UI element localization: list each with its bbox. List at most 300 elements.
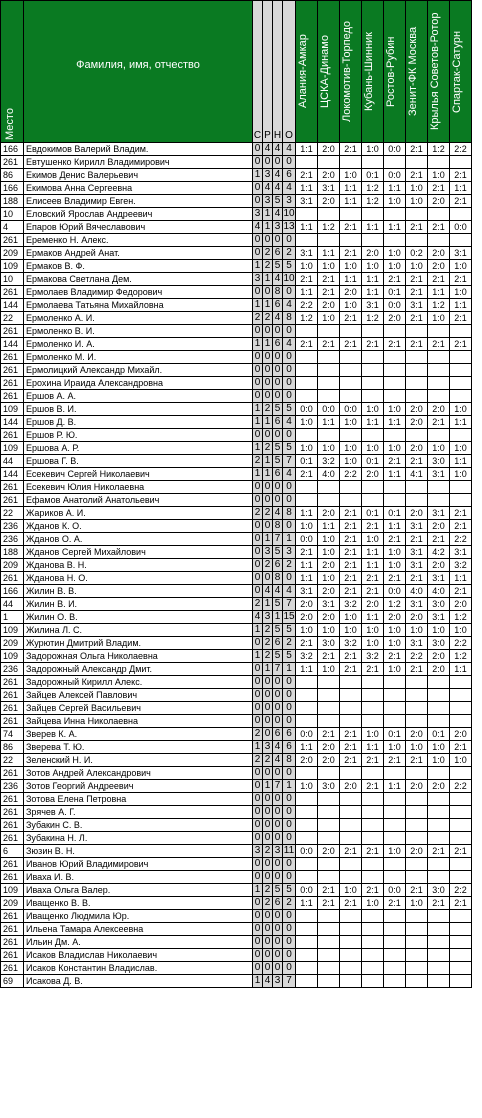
table-row — [1, 273, 472, 286]
place-cell: 261 — [1, 702, 24, 715]
table-row — [1, 611, 472, 624]
result-cell — [450, 962, 472, 975]
result-cell: 3:0 — [428, 884, 450, 897]
table-row — [1, 559, 472, 572]
name-cell: Ершов Д. В. — [24, 416, 253, 429]
r-cell: 4 — [263, 182, 273, 195]
result-cell: 2:2 — [450, 637, 472, 650]
n-cell: 8 — [273, 520, 283, 533]
result-cell: 1:1 — [362, 221, 384, 234]
result-cell: 1:0 — [406, 182, 428, 195]
s-cell: 2 — [253, 312, 263, 325]
result-cell: 1:1 — [362, 546, 384, 559]
s-cell: 2 — [253, 754, 263, 767]
result-cell: 3:1 — [318, 598, 340, 611]
table-row — [1, 624, 472, 637]
result-cell: 0:0 — [384, 299, 406, 312]
result-cell: 1:1 — [296, 286, 318, 299]
r-cell: 2 — [263, 897, 273, 910]
name-cell: Зотова Елена Петровна — [24, 793, 253, 806]
name-cell: Жариков А. И. — [24, 507, 253, 520]
place-cell: 209 — [1, 897, 24, 910]
n-cell: 5 — [273, 598, 283, 611]
result-cell: 2:2 — [450, 884, 472, 897]
result-cell — [362, 806, 384, 819]
name-cell: Иващенко Людмила Юр. — [24, 910, 253, 923]
result-cell — [296, 689, 318, 702]
result-cell — [362, 858, 384, 871]
result-cell — [340, 494, 362, 507]
n-cell: 7 — [273, 663, 283, 676]
place-cell: 261 — [1, 949, 24, 962]
name-cell: Еловский Ярослав Андреевич — [24, 208, 253, 221]
o-cell: 8 — [283, 507, 296, 520]
table-row — [1, 793, 472, 806]
o-cell: 1 — [283, 533, 296, 546]
o-cell: 11 — [283, 845, 295, 856]
result-cell: 1:0 — [384, 442, 406, 455]
n-cell: 0 — [273, 364, 283, 377]
table-row — [1, 923, 472, 936]
result-cell — [318, 819, 340, 832]
s-cell: 1 — [253, 650, 263, 663]
result-cell: 1:1 — [362, 559, 384, 572]
o-cell: 3 — [283, 195, 296, 208]
n-cell: 6 — [273, 637, 283, 650]
table-row — [1, 208, 472, 221]
result-cell: 3:1 — [406, 598, 428, 611]
result-cell — [450, 234, 472, 247]
result-cell: 3:1 — [362, 299, 384, 312]
o-cell: 4 — [283, 416, 296, 429]
o-cell: 0 — [283, 832, 296, 845]
result-cell — [340, 715, 362, 728]
name-cell: Зотов Георгий Андреевич — [24, 780, 253, 793]
name-cell: Жданов К. О. — [24, 520, 253, 533]
result-cell — [318, 676, 340, 689]
result-cell: 2:1 — [362, 780, 384, 793]
result-cell — [428, 871, 450, 884]
r-cell: 1 — [263, 221, 273, 234]
n-cell: 3 — [273, 845, 283, 858]
place-cell: 261 — [1, 936, 24, 949]
place-cell: 109 — [1, 260, 24, 273]
place-cell: 74 — [1, 728, 24, 741]
n-cell: 5 — [273, 442, 283, 455]
name-cell: Задорожный Александр Дмит. — [24, 663, 253, 676]
result-cell — [384, 364, 406, 377]
o-cell: 0 — [283, 572, 296, 585]
r-cell: 1 — [263, 455, 273, 468]
result-cell — [296, 702, 318, 715]
result-cell: 1:0 — [340, 884, 362, 897]
table-row — [1, 767, 472, 780]
result-cell — [450, 806, 472, 819]
result-cell: 3:0 — [428, 637, 450, 650]
result-cell: 2:1 — [340, 338, 362, 351]
result-cell: 1:0 — [362, 897, 384, 910]
o-cell: 1 — [283, 663, 296, 676]
result-cell — [406, 793, 428, 806]
result-cell — [428, 923, 450, 936]
s-cell: 2 — [253, 455, 263, 468]
n-cell: 4 — [273, 143, 283, 156]
result-cell: 2:1 — [318, 728, 340, 741]
result-cell: 1:1 — [296, 143, 318, 156]
n-cell: 0 — [273, 351, 283, 364]
table-row — [1, 819, 472, 832]
result-cell: 1:0 — [428, 442, 450, 455]
result-cell: 1:1 — [318, 416, 340, 429]
name-cell: Зрячев А. Г. — [24, 806, 253, 819]
result-cell — [296, 351, 318, 364]
place-cell: 261 — [1, 494, 24, 507]
result-cell — [296, 793, 318, 806]
result-cell — [362, 962, 384, 975]
result-cell — [296, 949, 318, 962]
r-cell: 1 — [263, 299, 273, 312]
r-cell: 2 — [263, 559, 273, 572]
result-cell — [318, 208, 340, 221]
table-row — [1, 286, 472, 299]
o-cell: 0 — [283, 364, 296, 377]
result-cell: 1:0 — [318, 533, 340, 546]
header-match-2: ЦСКА-Динамо — [318, 1, 340, 143]
result-cell — [406, 819, 428, 832]
result-cell: 2:1 — [450, 338, 472, 351]
result-cell: 2:1 — [340, 247, 362, 260]
result-cell — [362, 234, 384, 247]
o-cell: 4 — [283, 585, 296, 598]
place-cell: 6 — [1, 845, 24, 858]
result-cell: 2:0 — [428, 260, 450, 273]
result-cell: 1:0 — [450, 260, 472, 273]
result-cell — [318, 364, 340, 377]
result-cell: 0:0 — [296, 845, 318, 858]
result-cell — [362, 208, 384, 221]
s-cell: 0 — [253, 793, 263, 806]
o-cell: 0 — [283, 676, 296, 689]
r-cell: 4 — [263, 585, 273, 598]
n-cell: 0 — [273, 676, 283, 689]
result-cell: 2:1 — [406, 663, 428, 676]
result-cell: 2:1 — [340, 741, 362, 754]
s-cell: 0 — [253, 377, 263, 390]
result-cell — [406, 767, 428, 780]
result-cell: 1:0 — [318, 572, 340, 585]
s-cell: 0 — [253, 767, 263, 780]
o-cell: 0 — [283, 520, 296, 533]
result-cell: 2:1 — [340, 546, 362, 559]
result-cell — [406, 949, 428, 962]
name-cell: Ермоленко А. И. — [24, 312, 253, 325]
result-cell — [362, 793, 384, 806]
result-cell — [384, 351, 406, 364]
result-cell — [318, 936, 340, 949]
result-cell — [340, 351, 362, 364]
table-row — [1, 234, 472, 247]
result-cell — [384, 208, 406, 221]
name-cell: Исаков Владислав Николаевич — [24, 949, 253, 962]
n-cell: 8 — [273, 286, 283, 299]
result-cell: 2:0 — [428, 650, 450, 663]
place-cell: 109 — [1, 403, 24, 416]
result-cell — [406, 676, 428, 689]
r-cell: 0 — [263, 962, 273, 975]
result-cell — [384, 234, 406, 247]
o-cell: 7 — [283, 975, 296, 988]
table-body — [1, 143, 472, 988]
result-cell: 1:0 — [428, 741, 450, 754]
result-cell: 2:1 — [296, 637, 318, 650]
result-cell: 2:2 — [450, 533, 472, 546]
result-cell: 1:1 — [296, 663, 318, 676]
result-cell: 3:1 — [296, 585, 318, 598]
name-cell: Зеленский Н. И. — [24, 754, 253, 767]
place-cell: 86 — [1, 741, 24, 754]
result-cell: 1:0 — [428, 169, 450, 182]
r-cell: 0 — [263, 156, 273, 169]
result-cell: 2:1 — [384, 533, 406, 546]
o-cell: 5 — [283, 624, 296, 637]
result-cell: 2:1 — [450, 897, 472, 910]
name-cell: Жданова В. Н. — [24, 559, 253, 572]
n-cell: 5 — [273, 195, 283, 208]
table-row — [1, 637, 472, 650]
result-cell — [296, 156, 318, 169]
table-row — [1, 494, 472, 507]
result-cell: 1:1 — [450, 572, 472, 585]
header-o: О — [283, 1, 296, 143]
result-cell: 1:1 — [384, 221, 406, 234]
n-cell: 3 — [273, 975, 283, 988]
result-cell: 2:1 — [428, 182, 450, 195]
n-cell: 4 — [273, 169, 283, 182]
s-cell: 0 — [253, 715, 263, 728]
n-cell: 0 — [273, 715, 283, 728]
r-cell: 0 — [263, 377, 273, 390]
result-cell — [318, 962, 340, 975]
r-cell: 0 — [263, 949, 273, 962]
result-cell: 4:0 — [318, 468, 340, 481]
result-cell — [296, 910, 318, 923]
n-cell: 5 — [273, 546, 283, 559]
result-cell — [428, 962, 450, 975]
o-cell: 0 — [283, 689, 296, 702]
result-cell: 2:2 — [450, 780, 472, 793]
s-cell: 0 — [253, 663, 263, 676]
n-cell: 6 — [273, 299, 283, 312]
result-cell: 0:0 — [296, 403, 318, 416]
table-row — [1, 884, 472, 897]
result-cell — [340, 962, 362, 975]
result-cell: 1:1 — [384, 780, 406, 793]
table-row — [1, 715, 472, 728]
name-cell: Зотов Андрей Александрович — [24, 767, 253, 780]
r-cell: 3 — [263, 169, 273, 182]
result-cell: 2:1 — [384, 572, 406, 585]
result-cell: 3:1 — [428, 468, 450, 481]
r-cell: 0 — [263, 923, 273, 936]
result-cell: 2:1 — [450, 520, 472, 533]
table-row — [1, 858, 472, 871]
result-cell — [318, 234, 340, 247]
result-cell: 2:2 — [340, 468, 362, 481]
result-cell: 0:0 — [296, 728, 318, 741]
table-row — [1, 520, 472, 533]
r-cell: 2 — [263, 624, 273, 637]
result-cell — [428, 702, 450, 715]
table-row — [1, 546, 472, 559]
r-cell: 1 — [263, 663, 273, 676]
result-cell — [296, 819, 318, 832]
header-s: С — [253, 1, 263, 143]
result-cell: 1:0 — [428, 754, 450, 767]
result-cell — [318, 923, 340, 936]
n-cell: 0 — [273, 689, 283, 702]
r-cell: 2 — [263, 845, 273, 858]
result-cell — [450, 832, 472, 845]
s-cell: 1 — [253, 442, 263, 455]
header-r: Р — [263, 1, 273, 143]
result-cell: 1:0 — [406, 897, 428, 910]
result-cell: 2:1 — [450, 507, 472, 520]
result-cell — [318, 429, 340, 442]
o-cell: 2 — [283, 897, 296, 910]
result-cell: 1:0 — [384, 637, 406, 650]
result-cell: 1:1 — [296, 741, 318, 754]
o-cell: 10 — [283, 208, 295, 219]
s-cell: 1 — [253, 884, 263, 897]
place-cell: 261 — [1, 234, 24, 247]
name-cell: Зайцева Инна Николаевна — [24, 715, 253, 728]
result-cell — [406, 351, 428, 364]
o-cell: 0 — [283, 234, 296, 247]
s-cell: 0 — [253, 325, 263, 338]
o-cell: 5 — [283, 884, 296, 897]
table-row — [1, 975, 472, 988]
n-cell: 0 — [273, 390, 283, 403]
r-cell: 3 — [263, 611, 273, 624]
result-cell: 2:1 — [384, 273, 406, 286]
result-cell: 1:0 — [296, 416, 318, 429]
n-cell: 0 — [273, 429, 283, 442]
n-cell: 0 — [273, 156, 283, 169]
result-cell: 1:0 — [318, 663, 340, 676]
result-cell: 3:0 — [428, 598, 450, 611]
n-cell: 0 — [273, 923, 283, 936]
r-cell: 0 — [263, 793, 273, 806]
result-cell: 1:0 — [296, 260, 318, 273]
result-cell — [406, 975, 428, 988]
s-cell: 0 — [253, 910, 263, 923]
result-cell — [362, 975, 384, 988]
result-cell: 3:1 — [406, 637, 428, 650]
table-row — [1, 455, 472, 468]
result-cell: 2:0 — [340, 780, 362, 793]
result-cell — [340, 871, 362, 884]
place-cell: 261 — [1, 286, 24, 299]
name-cell: Ершов Р. Ю. — [24, 429, 253, 442]
result-cell: 1:1 — [450, 455, 472, 468]
s-cell: 0 — [253, 351, 263, 364]
r-cell: 2 — [263, 507, 273, 520]
result-cell: 2:1 — [450, 845, 472, 858]
result-cell: 0:0 — [450, 221, 472, 234]
place-cell: 44 — [1, 598, 24, 611]
result-cell — [450, 351, 472, 364]
table-row — [1, 299, 472, 312]
result-cell: 1:2 — [384, 598, 406, 611]
n-cell: 6 — [273, 559, 283, 572]
r-cell: 0 — [263, 871, 273, 884]
result-cell — [340, 429, 362, 442]
result-cell — [318, 949, 340, 962]
s-cell: 0 — [253, 429, 263, 442]
name-cell: Задорожная Ольга Николаевна — [24, 650, 253, 663]
table-row — [1, 403, 472, 416]
table-row — [1, 481, 472, 494]
result-cell: 1:0 — [362, 624, 384, 637]
result-cell: 2:1 — [406, 884, 428, 897]
result-cell — [362, 494, 384, 507]
result-cell: 1:0 — [384, 559, 406, 572]
result-cell — [406, 325, 428, 338]
o-cell: 5 — [283, 650, 296, 663]
name-cell: Екимов Денис Валерьевич — [24, 169, 253, 182]
r-cell: 0 — [263, 689, 273, 702]
result-cell — [450, 702, 472, 715]
s-cell: 0 — [253, 780, 263, 793]
place-cell: 236 — [1, 663, 24, 676]
result-cell — [428, 949, 450, 962]
name-cell: Иваха И. В. — [24, 871, 253, 884]
result-cell: 2:1 — [406, 572, 428, 585]
o-cell: 0 — [283, 858, 296, 871]
result-cell — [296, 806, 318, 819]
result-cell: 3:2 — [362, 650, 384, 663]
table-row — [1, 663, 472, 676]
result-cell: 2:1 — [340, 312, 362, 325]
result-cell: 2:0 — [384, 312, 406, 325]
s-cell: 0 — [253, 585, 263, 598]
result-cell: 1:0 — [384, 663, 406, 676]
result-cell — [362, 767, 384, 780]
result-cell — [340, 975, 362, 988]
result-cell — [296, 858, 318, 871]
s-cell: 1 — [253, 624, 263, 637]
s-cell: 3 — [253, 273, 263, 286]
result-cell: 2:0 — [318, 845, 340, 858]
table-row — [1, 676, 472, 689]
result-cell — [406, 429, 428, 442]
result-cell: 2:1 — [340, 897, 362, 910]
result-cell — [340, 377, 362, 390]
name-cell: Ермолицкий Александр Михайл. — [24, 364, 253, 377]
o-cell: 0 — [283, 793, 296, 806]
n-cell: 6 — [273, 728, 283, 741]
result-cell: 0:0 — [384, 143, 406, 156]
s-cell: 0 — [253, 559, 263, 572]
table-row — [1, 741, 472, 754]
result-cell: 1:0 — [362, 143, 384, 156]
s-cell: 0 — [253, 520, 263, 533]
n-cell: 5 — [273, 403, 283, 416]
result-cell — [384, 481, 406, 494]
result-cell — [384, 871, 406, 884]
table-row — [1, 780, 472, 793]
place-cell: 44 — [1, 455, 24, 468]
